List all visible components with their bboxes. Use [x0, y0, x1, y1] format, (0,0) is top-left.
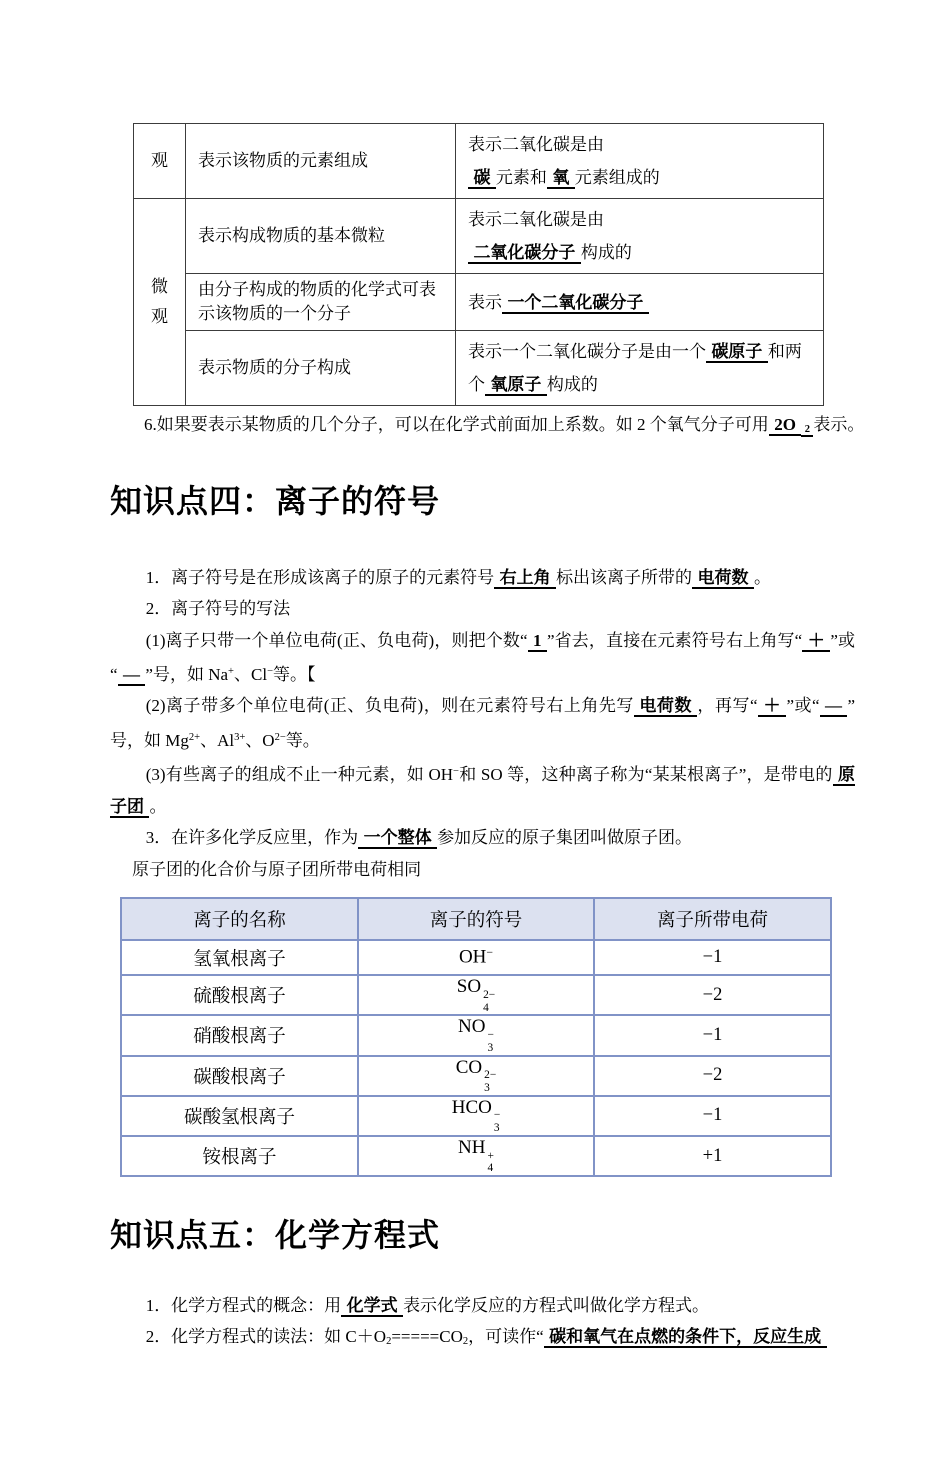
table-row [121, 1136, 831, 1176]
ion-symbol: NH + 4 [358, 1136, 594, 1176]
paragraph-equation-reading: 2．化学方程式的读法：如 C＋O2=====CO2，可读作“ 碳和氧气在点燃的条件下，反应生成 [110, 1321, 855, 1357]
ion-charge: −2 [594, 975, 831, 1015]
ion-name: 碳酸氢根离子 [121, 1096, 358, 1136]
table-row-micro-1 [134, 199, 824, 274]
page [0, 123, 950, 1467]
ion-symbol: SO 2− 4 [358, 975, 594, 1015]
ion-charge: −1 [594, 940, 831, 975]
paragraph-valence-note: 原子团的化合价与原子团所带电荷相同 [132, 859, 422, 879]
answer-cell: 表示一个二氧化碳分子是由一个 碳原子 和两个 氧原子 构成的 [456, 331, 824, 406]
desc-cell: 表示该物质的元素组成 [186, 124, 456, 199]
section5-title: 知识点五：化学方程式 [110, 1217, 441, 1254]
paragraph-atom-group: 3．在许多化学反应里，作为 一个整体 参加反应的原子集团叫做原子团。 [145, 828, 693, 848]
paragraph-multi-charge: (2)离子带多个单位电荷(正、负电荷)，则在元素符号右上角先写 电荷数 ，再写“ ＋ ”或“ — ”号，如 $Mg^{2+}$、$Al^{3+}$、$O^{2-}$等。 [110, 696, 856, 750]
paragraph-ion-definition: 1．离子符号是在形成该离子的原子的元素符号 右上角 标出该离子所带的 电荷数 。 [145, 567, 771, 587]
table-row [121, 1096, 831, 1136]
table-row [121, 1056, 831, 1096]
document-page [0, 123, 950, 1467]
ion-table [120, 897, 832, 1177]
table-row-micro-2 [134, 274, 824, 331]
ion-charge: −2 [594, 1056, 831, 1096]
group-cell-micro: 微 观 [134, 199, 186, 406]
paragraph-radical-ion: (3)有些离子的组成不止一种元素，如 OH−和 SO 等，这种离子称为“某某根离子”，是带电的 原子团 。 [110, 765, 855, 816]
desc-cell: 由分子构成的物质的化学式可表示该物质的一个分子 [186, 274, 456, 331]
note-coefficient: 6.如果要表示某物质的几个分子，可以在化学式前面加上系数。如 2 个氧气分子可用 2O 2 表示。 [144, 415, 865, 435]
paragraph-single-charge: (1)离子只带一个单位电荷(正、负电荷)，则把个数“ 1 ”省去，直接在元素符号右上角写“ ＋ ”或“ — ”号，如 Na+、Cl−等。【 [110, 630, 855, 684]
ion-table-header-row [121, 898, 831, 940]
table-row-macro [134, 124, 824, 199]
column-header-name: 离子的名称 [121, 898, 358, 940]
co2-meaning-table [133, 123, 824, 406]
table-row [121, 940, 831, 975]
answer-cell: 表示二氧化碳是由 二氧化碳分子 构成的 [456, 199, 824, 274]
ion-name: 铵根离子 [121, 1136, 358, 1176]
paragraph-equation-concept: 1．化学方程式的概念：用 化学式 表示化学反应的方程式叫做化学方程式。 [145, 1295, 710, 1315]
ion-charge: −1 [594, 1096, 831, 1136]
ion-name: 碳酸根离子 [121, 1056, 358, 1096]
table-row [121, 975, 831, 1015]
section4-title: 知识点四：离子的符号 [110, 482, 441, 519]
table-row [121, 1015, 831, 1055]
column-header-symbol: 离子的符号 [358, 898, 594, 940]
group-cell-macro: 观 [134, 124, 186, 199]
ion-symbol: HCO − 3 [358, 1096, 594, 1136]
ion-charge: +1 [594, 1136, 831, 1176]
column-header-charge: 离子所带电荷 [594, 898, 831, 940]
table-row-micro-3 [134, 331, 824, 406]
paragraph-ion-writing: 2．离子符号的写法 [145, 599, 291, 619]
ion-name: 氢氧根离子 [121, 940, 358, 975]
desc-cell: 表示构成物质的基本微粒 [186, 199, 456, 274]
ion-name: 硫酸根离子 [121, 975, 358, 1015]
desc-cell: 表示物质的分子构成 [186, 331, 456, 406]
ion-symbol: NO − 3 [358, 1015, 594, 1055]
answer-cell: 表示 一个二氧化碳分子 [456, 274, 824, 331]
ion-symbol: OH− [358, 940, 594, 975]
ion-name: 硝酸根离子 [121, 1015, 358, 1055]
ion-symbol: CO 2− 3 [358, 1056, 594, 1096]
ion-charge: −1 [594, 1015, 831, 1055]
answer-cell: 表示二氧化碳是由 碳 元素和 氧 元素组成的 [456, 124, 824, 199]
